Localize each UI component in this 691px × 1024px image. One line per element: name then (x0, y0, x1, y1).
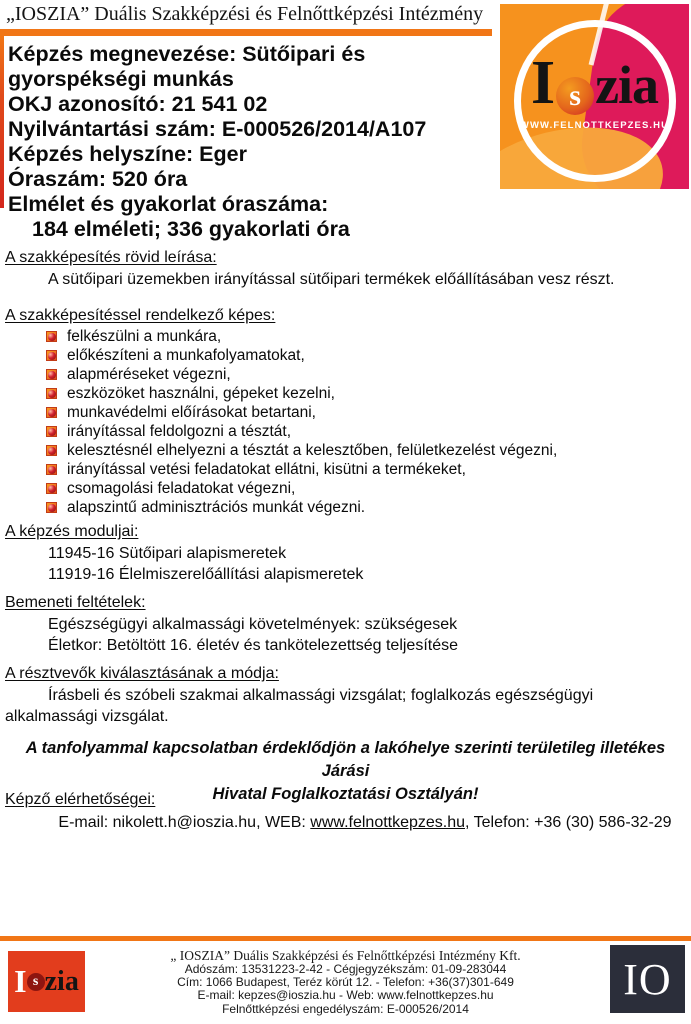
location-line: Képzés helyszíne: Eger (8, 142, 247, 166)
logo-website-text: WWW.FELNOTTKEPZES.HU (519, 120, 670, 131)
logo-o-circle-icon: s (556, 77, 594, 115)
section-heading: A résztvevők kiválasztásának a módja: (5, 665, 279, 682)
footer-company-name: „ IOSZIA” Duális Szakképzési és Felnőttképzési Intézmény Kft. (170, 948, 521, 963)
bullet-logo-icon (46, 388, 57, 399)
entry-item: Életkor: Betöltött 16. életév és tankötelezettség teljesítése (48, 637, 459, 654)
footer-logo-o-circle-icon: s (27, 973, 45, 991)
section-capabilities (5, 305, 685, 517)
notice-line1: A tanfolyammal kapcsolatban érdeklődjön a lakóhelye szerinti területileg illetékes Járási (25, 739, 666, 780)
section-selection (5, 663, 685, 727)
footer-email-web-line: E-mail: kepzes@ioszia.hu - Web: www.felnottkepzes.hu (197, 988, 494, 1003)
selection-body-line1: Írásbeli és szóbeli szakmai alkalmassági vizsgálat; foglalkozás egészségügyi (48, 687, 594, 704)
theory-practice-values-line: 184 elméleti; 336 gyakorlati óra (32, 217, 350, 241)
list-item: irányítással feldolgozni a tésztát, (46, 422, 685, 441)
bullet-logo-icon (46, 369, 57, 380)
list-item: irányítással vetési feladatokat ellátni, kisütni a termékeket, (46, 460, 685, 479)
section-entry-requirements (5, 592, 685, 656)
bullet-logo-icon (46, 483, 57, 494)
selection-body-line2: alkalmassági vizsgálat. (5, 708, 169, 725)
footer-logo-letter-i: I (14, 963, 27, 999)
list-item: alapszintű adminisztrációs munkát végezni. (46, 498, 685, 517)
section-short-description (5, 247, 685, 290)
list-item: csomagolási feladatokat végezni, (46, 479, 685, 498)
course-name-line1: Képzés megnevezése: Sütőipari és (8, 42, 366, 66)
theory-practice-label-line: Elmélet és gyakorlat óraszáma: (8, 192, 329, 216)
section-body: A sütőipari üzemekben irányítással sütőipari termékek előállításában vesz részt. (48, 271, 615, 288)
list-item: munkavédelmi előírásokat betartani, (46, 403, 685, 422)
section-contact (5, 789, 685, 833)
contact-line (5, 812, 685, 833)
bullet-logo-icon (46, 426, 57, 437)
bullet-logo-icon (46, 445, 57, 456)
page-title: „IOSZIA” Duális Szakképzési és Felnőttképzési Intézmény (6, 3, 484, 25)
hours-line: Óraszám: 520 óra (8, 167, 188, 191)
footer-rule (0, 936, 691, 941)
footer-address-line: Cím: 1066 Budapest, Teréz körút 12. - Telefon: +36(37)301-649 (177, 975, 514, 990)
contact-email-text: E-mail: nikolett.h@ioszia.hu, WEB: (58, 814, 311, 831)
module-item: 11945-16 Sütőipari alapismeretek (48, 545, 287, 562)
list-item: felkészülni a munkára, (46, 327, 685, 346)
course-facts-block (8, 42, 494, 242)
capabilities-list (5, 327, 685, 517)
section-heading: Képző elérhetőségei: (5, 791, 156, 808)
logo-letters-zia: zia (595, 55, 659, 115)
section-modules (5, 521, 685, 585)
ioszia-logo (500, 4, 689, 189)
list-item: alapméréseket végezni, (46, 365, 685, 384)
course-name-line2: gyorspékségi munkás (8, 67, 234, 91)
section-heading: A szakképesítés rövid leírása: (5, 249, 217, 266)
bullet-logo-icon (46, 407, 57, 418)
okj-id-line: OKJ azonosító: 21 541 02 (8, 92, 268, 116)
list-item: eszközöket használni, gépeket kezelni, (46, 384, 685, 403)
bullet-logo-icon (46, 502, 57, 513)
section-heading: Bemeneti feltételek: (5, 594, 146, 611)
footer-license-line: Felnőttképzési engedélyszám: E-000526/2014 (222, 1001, 469, 1016)
section-heading: A szakképesítéssel rendelkező képes: (5, 307, 276, 324)
logo-letter-i: I (530, 49, 556, 117)
section-heading: A képzés moduljai: (5, 523, 139, 540)
list-item: előkészíteni a munkafolyamatokat, (46, 346, 685, 365)
entry-item: Egészségügyi alkalmassági követelmények: szükségesek (48, 616, 458, 633)
header-rule (0, 29, 492, 36)
registry-number-line: Nyilvántartási szám: E-000526/2014/A107 (8, 117, 427, 141)
footer-logo-letters-zia: zia (44, 965, 79, 997)
module-item: 11919-16 Élelmiszerelőállítási alapismeretek (48, 566, 364, 583)
bullet-logo-icon (46, 331, 57, 342)
bullet-logo-icon (46, 350, 57, 361)
footer-ioszia-logo (8, 951, 85, 1012)
felnottkepzes-link[interactable]: www.felnottkepzes.hu, (310, 814, 470, 831)
footer-tax-line: Adószám: 13531223-2-42 - Cégjegyzékszám: 01-09-283044 (184, 962, 507, 976)
left-accent-rule (0, 36, 4, 208)
footer-io-monogram-logo: IO (610, 945, 685, 1013)
list-item: kelesztésnél elhelyezni a tésztát a kelesztőben, felületkezelést végezni, (46, 441, 685, 460)
contact-phone-text: Telefon: +36 (30) 586-32-29 (469, 814, 672, 831)
notice-line2: Hivatal Foglalkoztatási Osztályán! (212, 785, 479, 803)
bullet-logo-icon (46, 464, 57, 475)
footer-company-info (100, 949, 591, 1016)
